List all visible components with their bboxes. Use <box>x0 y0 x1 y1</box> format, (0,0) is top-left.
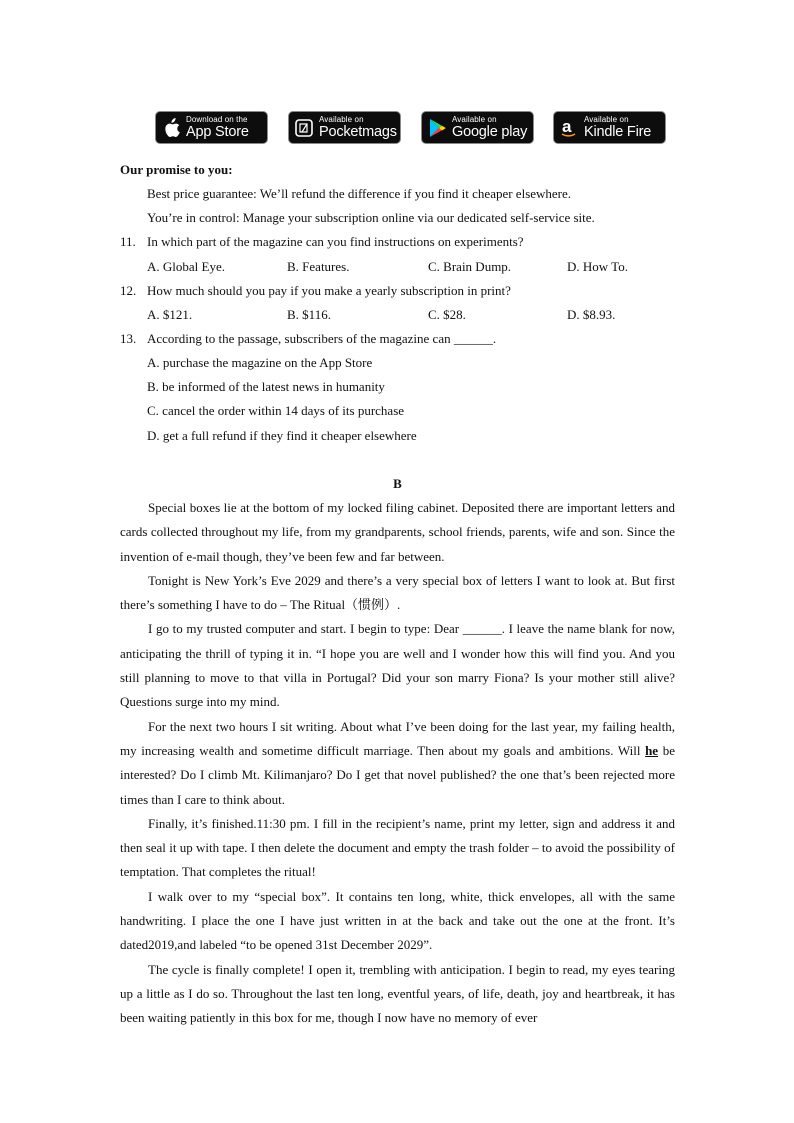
option-a: A. purchase the magazine on the App Store <box>147 355 373 370</box>
badge-small-text: Available on <box>584 114 629 124</box>
option-d: D. $8.93. <box>567 307 616 322</box>
question-number: 13. <box>120 331 137 346</box>
promise-heading: Our promise to you: <box>120 162 233 177</box>
promise-line-1: Best price guarantee: We’ll refund the difference if you find it cheaper elsewhere. <box>147 186 572 201</box>
option-c: C. Brain Dump. <box>428 259 512 274</box>
badge-small-text: Download on the <box>186 114 248 124</box>
badge-small-text: Available on <box>452 114 497 124</box>
store-badges <box>155 111 667 145</box>
option-a: A. Global Eye. <box>147 259 225 274</box>
underlined-word: he <box>645 742 659 758</box>
option-c: C. $28. <box>428 307 466 322</box>
option-d: D. get a full refund if they find it cheaper elsewhere <box>147 428 417 443</box>
svg-text:a: a <box>562 117 572 136</box>
section-title: B <box>393 476 402 491</box>
google-play-icon <box>422 112 452 143</box>
option-b: B. be informed of the latest news in humanity <box>147 379 385 394</box>
badge-big-text: Kindle Fire <box>584 123 652 140</box>
paragraph-4-start: For the next two hours I sit writing. About what I’ve been doing for the last year, my failing health, my increasing wealth and sometime difficult marriage. Then about my goals and ambitions. Will <box>120 718 675 758</box>
app-store-badge[interactable] <box>155 111 268 144</box>
kindle-fire-badge[interactable] <box>553 111 666 144</box>
paragraph-4 <box>120 715 675 812</box>
pocketmags-icon <box>289 112 319 143</box>
pocketmags-badge[interactable] <box>288 111 401 144</box>
question-number: 11. <box>120 234 136 249</box>
option-b: B. $116. <box>287 307 331 322</box>
option-c: C. cancel the order within 14 days of its purchase <box>147 403 405 418</box>
paragraph-4-end: be interested? Do I climb Mt. Kilimanjaro? Do I get that novel published? the one that’s been rejected more times than I care to think about. <box>120 742 675 807</box>
paragraph-2: Tonight is New York’s Eve 2029 and there’s a very special box of letters I want to look at. But first there’s something I have to do – The Ritual（惯例）. <box>120 572 675 613</box>
option-d: D. How To. <box>567 259 628 274</box>
question-11-options <box>120 259 675 275</box>
question-text: According to the passage, subscribers of the magazine can ______. <box>147 331 497 346</box>
promise-line-2: You’re in control: Manage your subscription online via our dedicated self-service site. <box>147 210 595 225</box>
apple-icon <box>156 112 186 143</box>
question-12-options <box>120 307 675 323</box>
google-play-badge[interactable] <box>421 111 534 144</box>
paragraph-5: Finally, it’s finished.11:30 pm. I fill in the recipient’s name, print my letter, sign and address it and then seal it up with tape. I then delete the document and empty the trash folder – to avoid the possibility of temptation. That completes the ritual! <box>120 815 675 880</box>
paragraph-7: The cycle is finally complete! I open it, trembling with anticipation. I begin to read, my eyes tearing up a little as I do so. Throughout the last ten long, eventful years, of life, death, joy and heartbreak, it has been waiting patiently in this box for me, though I now have no memory of ever <box>120 961 675 1026</box>
amazon-icon <box>554 112 584 143</box>
option-a: A. $121. <box>147 307 193 322</box>
question-text: How much should you pay if you make a yearly subscription in print? <box>147 283 511 298</box>
badge-big-text: Google play <box>452 123 528 140</box>
badge-big-text: Pocketmags <box>319 123 397 140</box>
option-b: B. Features. <box>287 259 350 274</box>
badge-small-text: Available on <box>319 114 364 124</box>
question-number: 12. <box>120 283 137 298</box>
paragraph-3: I go to my trusted computer and start. I begin to type: Dear ______. I leave the name blank for now, anticipating the thrill of typing it in. “I hope you are well and I wonder how this will find you. And you still planning to move to that villa in Portugal? Did your son marry Fiona? Is your mother still alive? Questions surge into my mind. <box>120 621 675 710</box>
paragraph-1: Special boxes lie at the bottom of my locked filing cabinet. Deposited there are important letters and cards collected throughout my life, from my grandparents, school friends, parents, wife and son. Since the invention of e-mail though, they’ve been few and far between. <box>120 500 675 564</box>
question-text: In which part of the magazine can you find instructions on experiments? <box>147 234 524 249</box>
badge-big-text: App Store <box>186 123 249 140</box>
passage-b <box>120 496 675 1031</box>
paragraph-6: I walk over to my “special box”. It contains ten long, white, thick envelopes, all with the same handwriting. I place the one I have just written in at the back and take out the one at the front. It’s dated2019,and labeled “to be opened 31st December 2029”. <box>120 888 675 953</box>
